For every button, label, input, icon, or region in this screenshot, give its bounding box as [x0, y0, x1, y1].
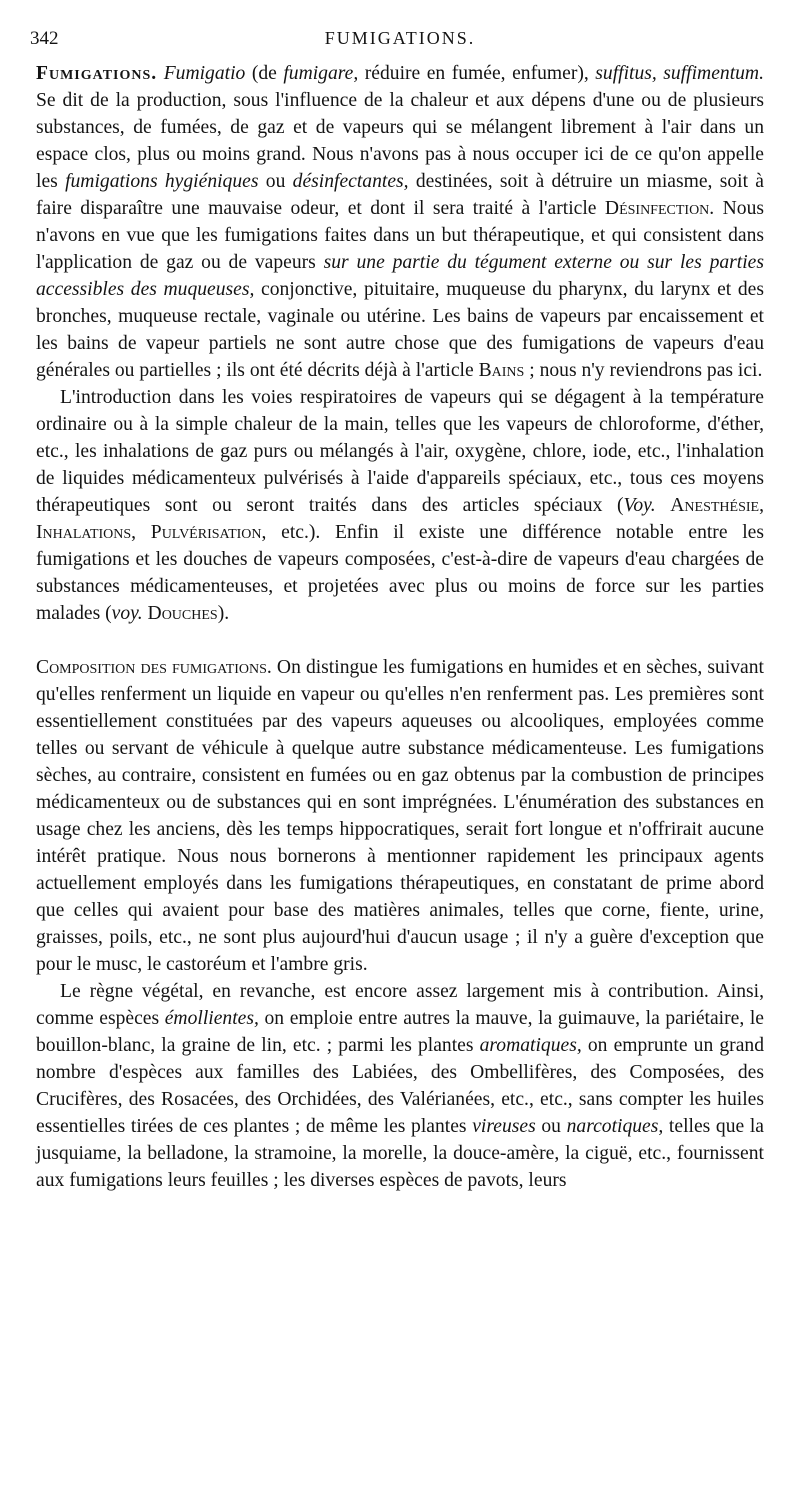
paragraph-definition [36, 60, 764, 384]
text-run: réduire en fumée, enfumer), [358, 63, 596, 84]
text-run: On distingue les fumigations en humides et en sèches, suivant qu'elles renferment un liquide en vapeur ou qu'elles n'en renferment pas. Les premières sont essentiellement constituées par des vapeurs aqueuses ou alcooliques, employées comme telles ou servant de véhicule à quelque autre substance médicamenteuse. Les fumigations sèches, au contraire, consistent en fumées ou en gaz obtenus par la combustion de principes médicamenteux ou de substances qui en sont imprégnées. L'énumération des substances en usage chez les anciens, dès les temps hippocratiques, serait fort longue et n'offrirait aucune intérêt pratique. Nous nous bornerons à mentionner rapidement les principaux agents actuellement employés dans les fumigations thérapeutiques, en constatant de prime abord que celles qui avaient pour base des matières animales, telles que corne, fiente, urine, graisses, poils, etc., ne sont plus aujourd'hui d'aucun usage ; il n'y a guère d'exception que pour le musc, le castoréum et l'ambre gris. [36, 657, 764, 975]
italic-run: suffitus, suffimentum. [595, 63, 764, 84]
text-run: Nous n'avons en vue que les fumigations faites dans un but thérapeutique, et qui consistent dans l'application de gaz ou de vapeurs [36, 198, 764, 273]
italic-run: voy. [111, 603, 143, 624]
running-title: FUMIGATIONS. [324, 28, 476, 48]
text-run: destinées, soit à détruire un miasme, soit à faire disparaître une mauvaise odeur, et dont il sera traité à l'article [36, 171, 765, 219]
paragraph-vegetal [36, 978, 764, 1194]
paragraph-composition [36, 654, 764, 978]
cross-reference: Anesthésie, Inhalations, Pulvérisation, [36, 495, 764, 543]
text-run: etc.). Enfin il existe une différence notable entre les fumigations et les douches de vapeurs composées, c'est-à-dire de vapeurs d'eau chargées de substances médicamenteuses, et projetées avec plus ou moins de force sur les parties malades ( [36, 522, 765, 624]
text-run: on emprunte un grand nombre d'espèces aux familles des Labiées, des Ombellifères, des Composées, des Crucifères, des Rosacées, des Orchidées, des Valérianées, etc., etc., sans compter les huiles essentielles tirées de ces plantes ; de même les plantes [36, 1035, 764, 1137]
italic-run: désinfectantes, [292, 171, 409, 192]
text-run: Se dit de la production, sous l'influence de la chaleur et aux dépens d'une ou de plusieurs substances, de fumées, de gaz et de vapeurs qui se mélangent librement à l'air dans un espace clos, plus ou moins grand. Nous n'avons pas à nous occuper ici de ce qu'on appelle les [36, 90, 764, 192]
italic-run: aromatiques, [479, 1035, 582, 1056]
page-number: 342 [30, 28, 59, 49]
cross-reference: Douches [147, 603, 218, 624]
section-heading: Composition des fumigations. [36, 657, 272, 678]
cross-reference: Bains [478, 360, 525, 381]
text-run: Le règne végétal, en revanche, est encore assez largement mis à contribution. Ainsi, comme espèces [36, 981, 764, 1029]
text-run: ou [535, 1116, 567, 1137]
text-run: ou [258, 171, 293, 192]
italic-run: Voy. [623, 495, 656, 516]
italic-run: fumigations hygiéniques [65, 171, 259, 192]
text-run: ; nous n'y reviendrons pas ici. [524, 360, 763, 381]
italic-run: émollientes, [164, 1008, 259, 1029]
italic-run: sur une partie du tégument externe ou sur les parties accessibles des muqueuses, [36, 252, 764, 300]
text-run: (de [245, 63, 284, 84]
italic-run: Fumigatio [163, 63, 246, 84]
text-run [656, 495, 671, 516]
text-run: L'introduction dans les voies respiratoires de vapeurs qui se dégagent à la température ordinaire ou à la simple chaleur de la main, telles que les vapeurs de chloroforme, d'éther, etc., les inhalations de gaz purs ou mélangés à l'air, oxygène, chlore, iode, etc., l'inhalation de liquides médicamenteux pulvérisés à l'aide d'appareils spéciaux, etc., tous ces moyens thérapeutiques sont ou seront traités dans des articles spéciaux ( [36, 387, 764, 516]
text-run: telles que la jusquiame, la belladone, la stramoine, la morelle, la douce-amère, la ciguë, etc., fournissent aux fumigations leurs feuilles ; les diverses espèces de pavots, leurs [36, 1116, 764, 1191]
entry-headword: Fumigations. [36, 63, 158, 84]
page-header [30, 28, 770, 58]
cross-reference: Désinfection. [604, 198, 715, 219]
italic-run: narcotiques, [566, 1116, 664, 1137]
text-run: conjonctive, pituitaire, muqueuse du pharynx, du larynx et des bronches, muqueuse rectale, vaginale ou utérine. Les bains de vapeurs par encaissement et les bains de vapeur partiels ne sont autre chose que des fumigations de vapeurs d'eau générales ou partielles ; ils ont été décrits déjà à l'article [36, 279, 764, 381]
italic-run: vireuses [472, 1116, 536, 1137]
text-run: on emploie entre autres la mauve, la guimauve, la pariétaire, le bouillon-blanc, la graine de lin, etc. ; parmi les plantes [36, 1008, 764, 1056]
article-body [36, 60, 764, 1194]
paragraph-introduction [36, 384, 764, 627]
italic-run: fumigare, [283, 63, 359, 84]
text-run: ). [217, 603, 230, 624]
